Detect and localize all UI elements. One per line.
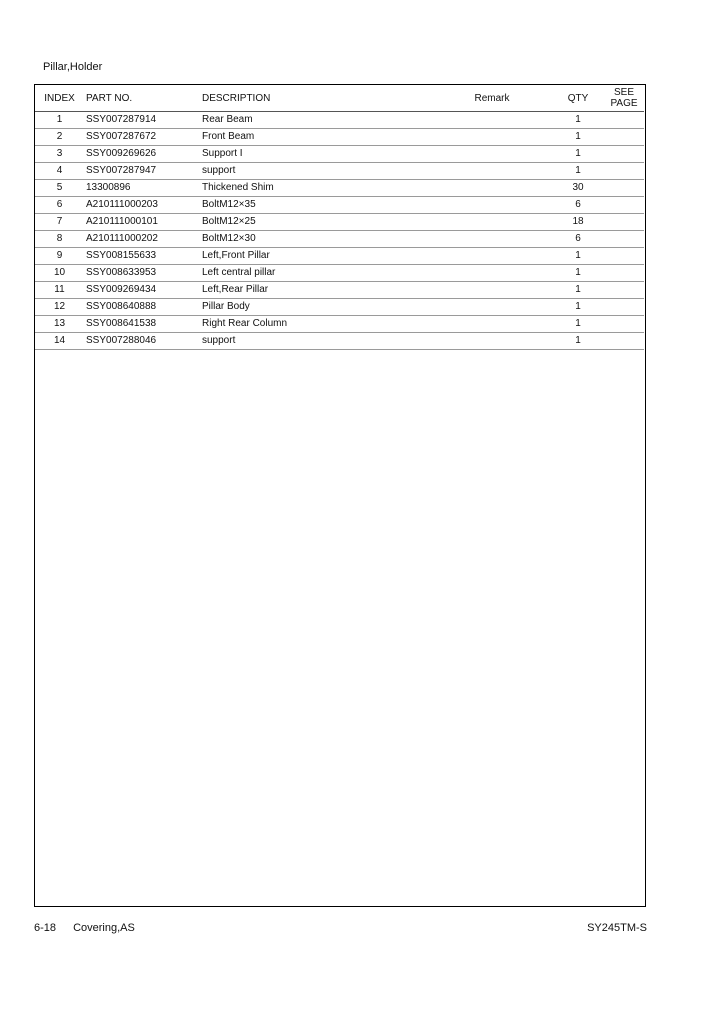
row-description: Support I [202,146,432,163]
table-row [35,146,644,163]
row-qty: 1 [552,146,604,163]
row-see-page [604,282,644,299]
row-part-no: A210111000101 [84,214,202,231]
row-qty: 1 [552,248,604,265]
row-part-no: SSY008641538 [84,316,202,333]
row-index: 6 [35,197,84,214]
row-index: 10 [35,265,84,282]
header-qty: QTY [552,85,604,112]
row-description: Left,Rear Pillar [202,282,432,299]
row-see-page [604,333,644,350]
row-remark [432,248,552,265]
row-index: 5 [35,180,84,197]
parts-table [35,85,644,350]
row-remark [432,265,552,282]
row-index: 14 [35,333,84,350]
row-qty: 1 [552,265,604,282]
row-see-page [604,197,644,214]
row-see-page [604,299,644,316]
row-part-no: 13300896 [84,180,202,197]
table-row [35,129,644,146]
row-part-no: SSY007287672 [84,129,202,146]
row-index: 2 [35,129,84,146]
table-row [35,333,644,350]
row-description: support [202,333,432,350]
row-remark [432,146,552,163]
row-part-no: A210111000202 [84,231,202,248]
row-qty: 18 [552,214,604,231]
row-remark [432,282,552,299]
row-index: 4 [35,163,84,180]
row-description: Pillar Body [202,299,432,316]
row-description: Right Rear Column [202,316,432,333]
row-see-page [604,112,644,129]
row-remark [432,299,552,316]
row-remark [432,112,552,129]
row-part-no: SSY007287914 [84,112,202,129]
row-index: 8 [35,231,84,248]
row-qty: 6 [552,197,604,214]
row-qty: 1 [552,333,604,350]
header-see-page-line2: PAGE [610,98,638,109]
header-see-page [604,85,644,112]
row-part-no: SSY008640888 [84,299,202,316]
table-row [35,316,644,333]
row-description: Thickened Shim [202,180,432,197]
table-row [35,299,644,316]
row-see-page [604,265,644,282]
row-index: 12 [35,299,84,316]
row-description: BoltM12×35 [202,197,432,214]
row-see-page [604,146,644,163]
table-row [35,282,644,299]
footer-section: Covering,AS [73,922,135,934]
header-remark: Remark [432,85,552,112]
row-qty: 30 [552,180,604,197]
row-see-page [604,248,644,265]
row-remark [432,180,552,197]
footer-left [34,922,135,934]
page-title: Pillar,Holder [43,61,103,73]
row-index: 7 [35,214,84,231]
row-part-no: SSY009269626 [84,146,202,163]
table-row [35,197,644,214]
row-remark [432,333,552,350]
row-index: 11 [35,282,84,299]
row-description: support [202,163,432,180]
row-see-page [604,231,644,248]
row-description: Left central pillar [202,265,432,282]
row-remark [432,197,552,214]
row-qty: 1 [552,316,604,333]
row-qty: 6 [552,231,604,248]
table-row [35,180,644,197]
row-description: BoltM12×25 [202,214,432,231]
row-remark [432,214,552,231]
table-body [35,112,644,350]
table-row [35,163,644,180]
row-part-no: SSY007287947 [84,163,202,180]
row-remark [432,316,552,333]
row-part-no: SSY008155633 [84,248,202,265]
header-see-page-line1: SEE [613,87,634,98]
table-row [35,265,644,282]
table-row [35,112,644,129]
row-remark [432,163,552,180]
row-description: Left,Front Pillar [202,248,432,265]
table-row [35,214,644,231]
row-description: Front Beam [202,129,432,146]
header-index: INDEX [35,85,84,112]
table-row [35,231,644,248]
table-row [35,248,644,265]
row-part-no: SSY009269434 [84,282,202,299]
row-part-no: SSY007288046 [84,333,202,350]
row-see-page [604,316,644,333]
row-qty: 1 [552,129,604,146]
parts-list-frame [34,84,646,907]
header-description: DESCRIPTION [202,85,432,112]
row-index: 9 [35,248,84,265]
row-see-page [604,163,644,180]
row-description: Rear Beam [202,112,432,129]
row-index: 13 [35,316,84,333]
row-part-no: A210111000203 [84,197,202,214]
row-index: 3 [35,146,84,163]
row-qty: 1 [552,299,604,316]
row-description: BoltM12×30 [202,231,432,248]
row-qty: 1 [552,112,604,129]
row-qty: 1 [552,163,604,180]
header-part-no: PART NO. [84,85,202,112]
row-index: 1 [35,112,84,129]
row-see-page [604,129,644,146]
footer-page-number: 6-18 [34,922,57,934]
row-see-page [604,180,644,197]
row-see-page [604,214,644,231]
table-header-row [35,85,644,112]
row-qty: 1 [552,282,604,299]
row-part-no: SSY008633953 [84,265,202,282]
footer-model: SY245TM-S [587,922,647,934]
row-remark [432,129,552,146]
row-remark [432,231,552,248]
